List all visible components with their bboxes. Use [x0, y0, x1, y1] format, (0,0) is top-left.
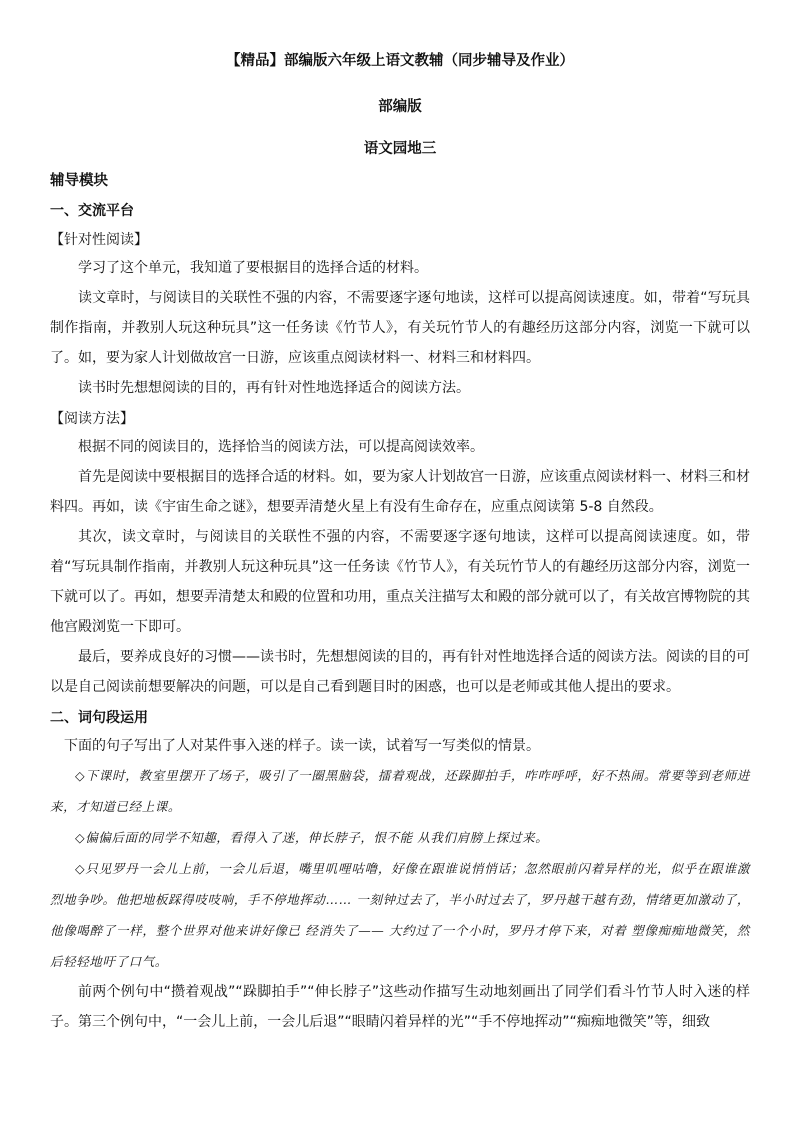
tag-reading-method: 【阅读方法】: [50, 411, 134, 427]
paragraph: 首先是阅读中要根据目的选择合适的材料。如，要为家人计划故宫一日游，应该重点阅读材料一、材料三和材料四。再如，读《宇宙生命之谜》，想要弄清楚火星上有没有生命存在，应重点阅读第 5-8 自然段。: [50, 469, 750, 515]
document-title: 【精品】部编版六年级上语文教辅（同步辅导及作业）: [226, 53, 574, 69]
document-page: [50, 48, 750, 1037]
paragraph: 读书时先想想阅读的目的，再有针对性地选择适合的阅读方法。: [78, 380, 470, 396]
tag-targeted-reading: 【针对性阅读】: [50, 232, 148, 248]
example-sentence: ◇下课时，教室里摆开了场子，吸引了一圈黑脑袋，擂着观战，还跺脚拍手，咋咋呼呼，好不热闹。常要等到老师进 来，才知道已经上课。: [50, 768, 750, 814]
edition-label: 部编版: [378, 99, 422, 115]
example-sentence: ◇只见罗丹一会儿上前，一会儿后退，嘴里叽哩咕噜，好像在跟谁说悄悄话；忽然眼前闪着异样的光，似乎在跟谁激烈地争吵。他把地板踩得吱吱响，手不停地挥动…… 一刻钟过去了，半小时过去了，罗丹越干越有劲，情绪更加激动了，他像喝醉了一样，整个世界对他来讲好像已 经消失了—— 大约过了一个小时，罗丹才停下来，对着 塑像痴痴地微笑，然后轻轻地吁了口气。: [50, 861, 750, 969]
paragraph: 根据不同的阅读目的，选择恰当的阅读方法，可以提高阅读效率。: [78, 439, 484, 455]
analysis-paragraph: 前两个例句中“攒着观战”“跺脚拍手”“伸长脖子”这些动作描写生动地刻画出了同学们看斗竹节人时入迷的样子。第三个例句中，“一会儿上前，一会儿后退”“眼睛闪着异样的光”“手不停地挥动”“痴痴地微笑”等，细致: [50, 984, 750, 1030]
unit-title: 语文园地三: [363, 141, 437, 157]
example-sentence: ◇偏偏后面的同学不知趣，看得入了迷，伸长脖子，恨不能 从我们肩膀上探过来。: [75, 830, 549, 845]
section-lead: 下面的句子写出了人对某件事入迷的样子。读一读，试着写一写类似的情景。: [64, 738, 540, 754]
paragraph: 学习了这个单元，我知道了要根据目的选择合适的材料。: [78, 260, 428, 276]
section-heading-sentence-use: 二、词句段运用: [50, 710, 148, 726]
paragraph: 读文章时，与阅读目的关联性不强的内容，不需要逐字逐句地读，这样可以提高阅读速度。如，带着“写玩具制作指南，并教别人玩这种玩具”这一任务读《竹节人》，有关玩竹节人的有趣经历这部分内容，浏览一下就可以了。如，要为家人计划做故宫一日游，应该重点阅读材料一、材料三和材料四。: [50, 290, 750, 366]
section-heading-exchange: 一、交流平台: [50, 203, 134, 219]
paragraph: 其次，读文章时，与阅读目的关联性不强的内容，不需要逐字逐句地读，这样可以提高阅读速度。如，带着“写玩具制作指南，并教别人玩这种玩具”这一任务读《竹节人》，有关玩竹节人的有趣经历这部分内容，浏览一下就可以了。再如，想要弄清楚太和殿的位置和功用，重点关注描写太和殿的部分就可以了，有关故宫博物院的其他宫殿浏览一下即可。: [50, 529, 750, 635]
module-heading: 辅导模块: [50, 173, 108, 189]
paragraph: 最后，要养成良好的习惯——读书时，先想想阅读的目的，再有针对性地选择合适的阅读方法。阅读的目的可以是自己阅读前想要解决的问题，可以是自己看到题目时的困惑，也可以是老师或其他人提出的要求。: [50, 649, 750, 695]
